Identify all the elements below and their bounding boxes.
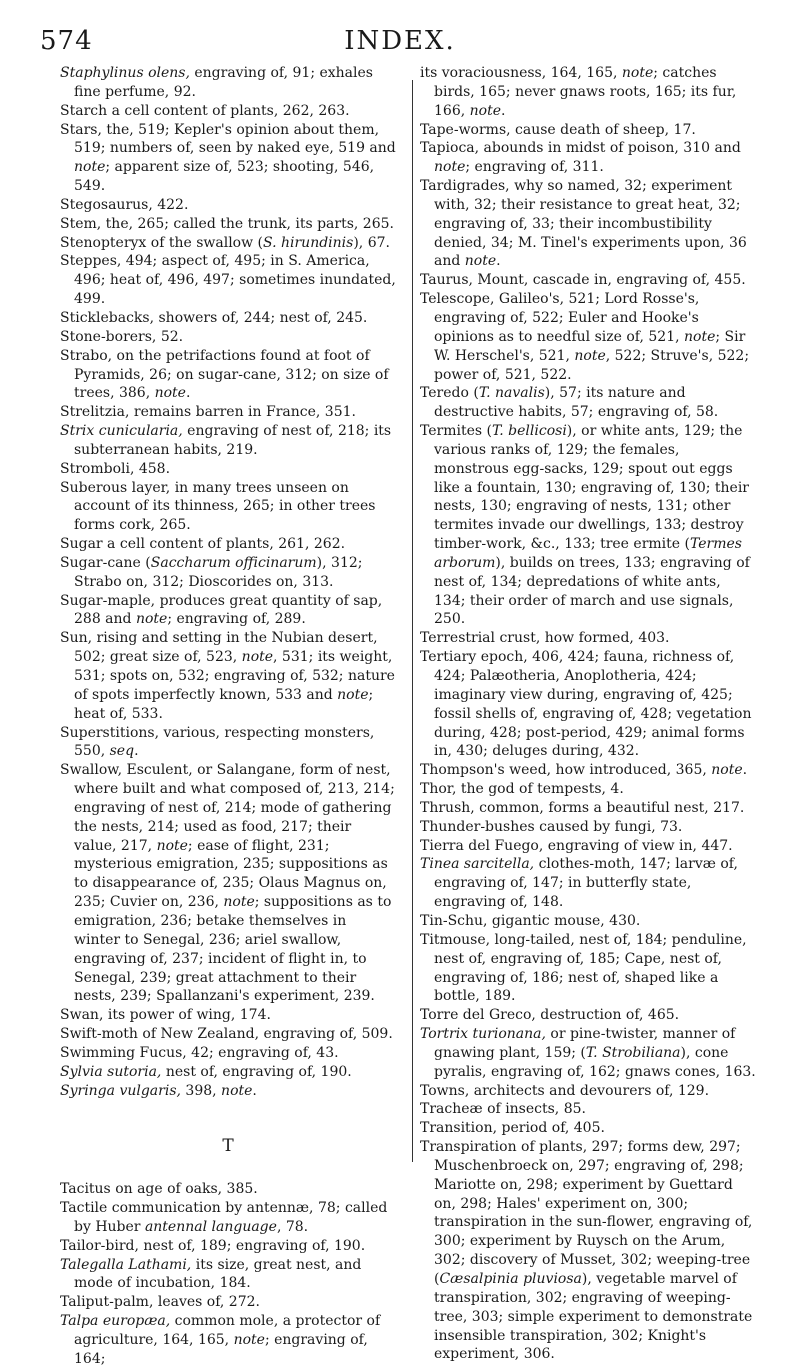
entry-text: Swimming Fucus, 42; engraving of, 43.	[60, 1044, 339, 1061]
index-entry	[420, 121, 756, 140]
index-entry	[60, 1199, 396, 1237]
entry-text: Strelitzia, remains barren in France, 351.	[60, 404, 356, 421]
index-entry	[60, 121, 396, 196]
italic-text: T. Strobiliana	[585, 1044, 681, 1061]
italic-text: note	[337, 686, 369, 703]
entry-text: Swan, its power of wing, 174.	[60, 1007, 271, 1024]
index-entry	[420, 384, 756, 422]
index-entry	[420, 799, 756, 818]
index-entry	[60, 328, 396, 347]
entry-text: Stenopteryx of the swallow (	[60, 234, 263, 251]
entry-text: Thor, the god of tempests, 4.	[420, 781, 624, 798]
index-entry	[60, 629, 396, 723]
page-title: INDEX.	[344, 26, 456, 56]
italic-text: Cæsalpinia pluviosa	[439, 1271, 582, 1287]
index-entry	[420, 1025, 756, 1082]
left-column	[60, 64, 396, 1369]
italic-text: note	[135, 611, 168, 628]
entry-text: .	[252, 1082, 257, 1099]
index-entry	[60, 1237, 396, 1256]
entry-text: Tape-worms, cause death of sheep, 17.	[420, 121, 696, 138]
entry-text: or pine-twister, manner of gnawing plant, 159; (	[434, 1026, 736, 1061]
entry-text: Transition, period of, 405.	[420, 1120, 605, 1137]
italic-text: note	[223, 894, 255, 911]
index-entry	[60, 1025, 396, 1044]
index-entry	[60, 724, 396, 762]
entry-text: Thompson's weed, how introduced, 365,	[420, 762, 712, 779]
index-entry	[420, 912, 756, 931]
entry-text: Tactile communication by antennæ, 78; called by Huber	[60, 1200, 388, 1235]
column-divider	[412, 80, 413, 1162]
entry-text: common mole, a protector of agriculture, 164, 165,	[74, 1313, 381, 1348]
italic-text: note	[156, 837, 188, 854]
index-entry	[60, 479, 396, 536]
italic-text: Tortrix turionana,	[420, 1026, 546, 1043]
index-entry	[420, 837, 756, 856]
entry-text: Tertiary epoch, 406, 424; fauna, richness of, 424; Palæotheria, Anoplotheria, 424; imaginary view during, engraving of, 425; fossil shells of, engraving of, 428; vegetation during, 428; post-period, 429; animal forms in, 430; deluges during, 432.	[420, 649, 752, 760]
index-entry	[60, 1082, 396, 1101]
entry-text: Steppes, 494; aspect of, 495; in S. America, 496; heat of, 496, 497; sometimes inundated, 499.	[60, 253, 396, 308]
index-entry	[60, 422, 396, 460]
page-number: 574	[40, 26, 93, 56]
italic-text: T. navalis	[478, 385, 545, 402]
entry-text: its size, great nest, and mode of incubation, 184.	[74, 1256, 362, 1292]
index-entry	[420, 855, 756, 912]
index-entry	[60, 460, 396, 479]
entry-text: Sugar-maple, produces great quantity of sap, 288 and	[60, 592, 383, 628]
entry-text: its voraciousness, 164, 165,	[420, 65, 622, 81]
entry-text: Telescope, Galileo's, 521; Lord Rosse's, engraving of, 522; Euler and Hooke's opinions as to needful size of, 521,	[420, 291, 700, 345]
index-entry	[420, 64, 756, 121]
entry-text: .	[185, 385, 191, 402]
entry-text: Towns, architects and devourers of, 129.	[420, 1082, 710, 1099]
entry-text: Tailor-bird, nest of, 189; engraving of, 190.	[60, 1237, 366, 1254]
entry-text: Tardigrades, why so named, 32; experiment with, 32; their resistance to great heat, 32; engraving of, 33; their incombustibility denied, 34; M. Tinel's experiments upon, 36 and	[420, 178, 747, 270]
entry-text: clothes-moth, 147; larvæ of, engraving of, 147; in butterfly state, engraving of, 148.	[434, 856, 738, 911]
italic-text: note	[241, 649, 274, 666]
index-entry	[420, 271, 756, 290]
entry-text: .	[134, 743, 139, 760]
entry-text: Stegosaurus, 422.	[60, 196, 189, 213]
index-entry	[420, 931, 756, 1006]
italic-text: Saccharum officinarum	[150, 554, 317, 571]
entry-text: ; catches birds, 165; never gnaws roots, 165; its fur, 166,	[434, 65, 737, 119]
italic-text: note	[154, 385, 186, 402]
index-entry	[60, 403, 396, 422]
right-column	[420, 64, 756, 1364]
entry-text: .	[496, 253, 501, 270]
index-entry	[60, 1180, 396, 1199]
index-entry	[420, 422, 756, 629]
entry-text: ), 57; its nature and destructive habits, 57; engraving of, 58.	[434, 385, 719, 421]
italic-text: note	[434, 159, 466, 176]
entry-text: Termites (	[420, 423, 492, 440]
entry-text: Stromboli, 458.	[60, 460, 171, 477]
entry-text: Superstitions, various, respecting monsters, 550,	[60, 724, 375, 760]
entry-text: Taurus, Mount, cascade in, engraving of, 455.	[420, 272, 746, 289]
index-entry	[420, 648, 756, 761]
index-entry	[60, 554, 396, 592]
index-entry	[420, 177, 756, 271]
entry-text: Sticklebacks, showers of, 244; nest of, 245.	[60, 309, 368, 326]
italic-text: antennal language	[144, 1218, 277, 1235]
entry-text: .	[742, 762, 748, 779]
italic-text: note	[464, 253, 497, 270]
italic-text: Syringa vulgaris,	[60, 1082, 181, 1099]
entry-text: , 531; its weight, 531; spots on, 532; engraving of, 532; nature of spots imperfectly known, 533 and	[74, 649, 395, 703]
italic-text: note	[684, 328, 716, 345]
index-entry	[60, 1006, 396, 1025]
entry-text: Stone-borers, 52.	[60, 328, 184, 345]
entry-text: Transpiration of plants, 297; forms dew, 297; Muschenbroeck on, 297; engraving of, 298; Mariotte on, 298; experiment by Guettard on, 298; Hales' experiment on, 300; transpiration in the sun-flower, engraving of, 300; experiment by Ruysch on the Arum, 302; discovery of Musset, 302; weeping-tree (	[420, 1139, 753, 1287]
italic-text: Talegalla Lathami,	[60, 1256, 192, 1273]
index-entry	[60, 196, 396, 215]
entry-text: Torre del Greco, destruction of, 465.	[420, 1007, 680, 1024]
index-entry	[60, 1063, 396, 1082]
index-entry	[60, 234, 396, 253]
index-entry	[60, 64, 396, 102]
entry-text: Titmouse, long-tailed, nest of, 184; penduline, nest of, engraving of, 185; Cape, nest of, engraving of, 186; nest of, shaped like a bottle, 189.	[420, 931, 747, 1005]
entry-text: Tierra del Fuego, engraving of view in, 447.	[420, 837, 733, 854]
index-entry	[420, 818, 756, 837]
entry-text: ; apparent size of, 523; shooting, 546, 549.	[74, 159, 375, 195]
index-entry	[60, 347, 396, 404]
entry-text: ), builds on trees, 133; engraving of nest of, 134; depredations of white ants, 134; their order of march and use signals, 250.	[434, 554, 750, 628]
index-entry	[420, 1082, 756, 1101]
italic-text: note	[221, 1082, 253, 1099]
italic-text: note	[74, 159, 106, 176]
entry-text: nest of, engraving of, 190.	[161, 1063, 352, 1080]
index-entry	[420, 1119, 756, 1138]
entry-text: Terrestrial crust, how formed, 403.	[420, 630, 670, 647]
index-entry	[420, 761, 756, 780]
entry-text: ; heat of, 533.	[74, 686, 374, 722]
entry-text: ; Sir W. Herschel's, 521,	[434, 328, 746, 364]
entry-text: Teredo (	[420, 385, 479, 402]
entry-text: 398,	[180, 1082, 222, 1099]
index-entry	[60, 1044, 396, 1063]
entry-text: Thrush, common, forms a beautiful nest, 217.	[420, 799, 745, 816]
entry-text: Stars, the, 519; Kepler's opinion about them, 519; numbers of, seen by naked eye, 519 and	[60, 121, 396, 157]
entry-text: Suberous layer, in many trees unseen on account of its thinness, 265; in other trees forms cork, 265.	[60, 479, 376, 534]
entry-text: Tapioca, abounds in midst of poison, 310 and	[420, 140, 741, 157]
index-entry	[60, 761, 396, 1006]
italic-text: note	[711, 762, 743, 779]
entry-text: engraving of, 91; exhales fine perfume, 92.	[74, 65, 373, 100]
index-entry	[420, 780, 756, 799]
entry-text: ), 312; Strabo on, 312; Dioscorides on, 313.	[74, 554, 363, 590]
italic-text: Tinea sarcitella,	[420, 856, 535, 873]
entry-text: Sun, rising and setting in the Nubian desert, 502; great size of, 523,	[60, 630, 378, 666]
index-entry	[420, 290, 756, 384]
entry-text: ; suppositions as to emigration, 236; betake themselves in winter to Senegal, 236; ariel swallow, engraving of, 237; incident of flight in, to Senegal, 239; great attachment to their nests, 239; Spallanzani's experiment, 239.	[74, 894, 392, 1005]
entry-text: ; engraving of, 311.	[465, 159, 604, 176]
italic-text: Talpa europæa,	[60, 1313, 171, 1330]
entry-text: ), 67.	[353, 234, 390, 251]
italic-text: T. bellicosi	[492, 423, 567, 440]
entry-text: Tin-Schu, gigantic mouse, 430.	[420, 912, 641, 929]
index-entry	[60, 1293, 396, 1312]
index-entry	[60, 309, 396, 328]
italic-text: Termes arborum	[434, 536, 742, 571]
index-entry	[420, 139, 756, 177]
entry-text: Tracheæ of insects, 85.	[420, 1101, 586, 1118]
page-header	[40, 26, 760, 58]
entry-text: ; ease of flight, 231; mysterious emigration, 235; suppositions as to disappearance of, 235; Olaus Magnus on, 235; Cuvier on, 236,	[74, 837, 388, 911]
italic-text: note	[469, 102, 501, 119]
entry-text: .	[500, 102, 506, 119]
entry-text: Strabo, on the petrifactions found at foot of Pyramids, 26; on sugar-cane, 312; on size of trees, 386,	[60, 347, 389, 402]
entry-text: Stem, the, 265; called the trunk, its parts, 265.	[60, 215, 394, 232]
entry-text: Taliput-palm, leaves of, 272.	[60, 1294, 260, 1311]
entry-text: Thunder-bushes caused by fungi, 73.	[420, 818, 683, 835]
entry-text: ; engraving of, 164;	[74, 1332, 368, 1367]
index-entry	[60, 535, 396, 554]
entry-text: engraving of nest of, 218; its subterranean habits, 219.	[74, 423, 392, 458]
entry-text: Swift-moth of New Zealand, engraving of, 509.	[60, 1026, 393, 1043]
index-entry	[60, 102, 396, 121]
italic-text: note	[621, 65, 654, 81]
index-entry	[420, 1006, 756, 1025]
entry-text: ), cone pyralis, engraving of, 162; gnaws cones, 163.	[434, 1044, 756, 1080]
entry-text: ; engraving of, 289.	[167, 611, 306, 628]
italic-text: seq	[109, 743, 135, 760]
italic-text: Sylvia sutoria,	[60, 1063, 162, 1080]
index-entry	[60, 215, 396, 234]
index-entry	[420, 629, 756, 648]
section-letter: T	[222, 1136, 234, 1157]
entry-text: ), or white ants, 129; the various ranks of, 129; the females, monstrous egg-sacks, 129; spout out eggs like a fountain, 130; engraving of, 130; their nests, 130; engraving of nests, 131; other termites invade our dwellings, 133; destroy timber-work, &c., 133; tree ermite (	[434, 423, 749, 553]
index-entry	[60, 1312, 396, 1369]
italic-text: note	[574, 347, 606, 364]
entry-text: ), vegetable marvel of transpiration, 302; engraving of weeping-tree, 303; simple experiment to demonstrate insensible transpiration, 302; Knight's experiment, 306.	[434, 1271, 753, 1363]
italic-text: note	[233, 1332, 265, 1348]
index-entry	[60, 252, 396, 309]
italic-text: S. hirundinis	[263, 234, 354, 251]
entry-text: Tacitus on age of oaks, 385.	[60, 1181, 258, 1198]
entry-text: Sugar-cane (	[60, 554, 151, 571]
index-entry	[420, 1138, 756, 1364]
index-entry	[60, 1256, 396, 1294]
entry-text: Sugar a cell content of plants, 261, 262.	[60, 536, 346, 553]
index-entry	[60, 592, 396, 630]
entry-text: Starch a cell content of plants, 262, 263.	[60, 102, 350, 119]
index-entry	[420, 1100, 756, 1119]
italic-text: Staphylinus olens,	[60, 65, 190, 81]
entry-text: , 522; Struve's, 522; power of, 521, 522.	[434, 347, 750, 383]
entry-text: Swallow, Esculent, or Salangane, form of nest, where built and what composed of, 213, 214; engraving of nest of, 214; mode of gathering the nests, 214; used as food, 217; their value, 217,	[60, 762, 395, 854]
entry-text: , 78.	[276, 1218, 309, 1235]
italic-text: Strix cunicularia,	[60, 423, 183, 440]
